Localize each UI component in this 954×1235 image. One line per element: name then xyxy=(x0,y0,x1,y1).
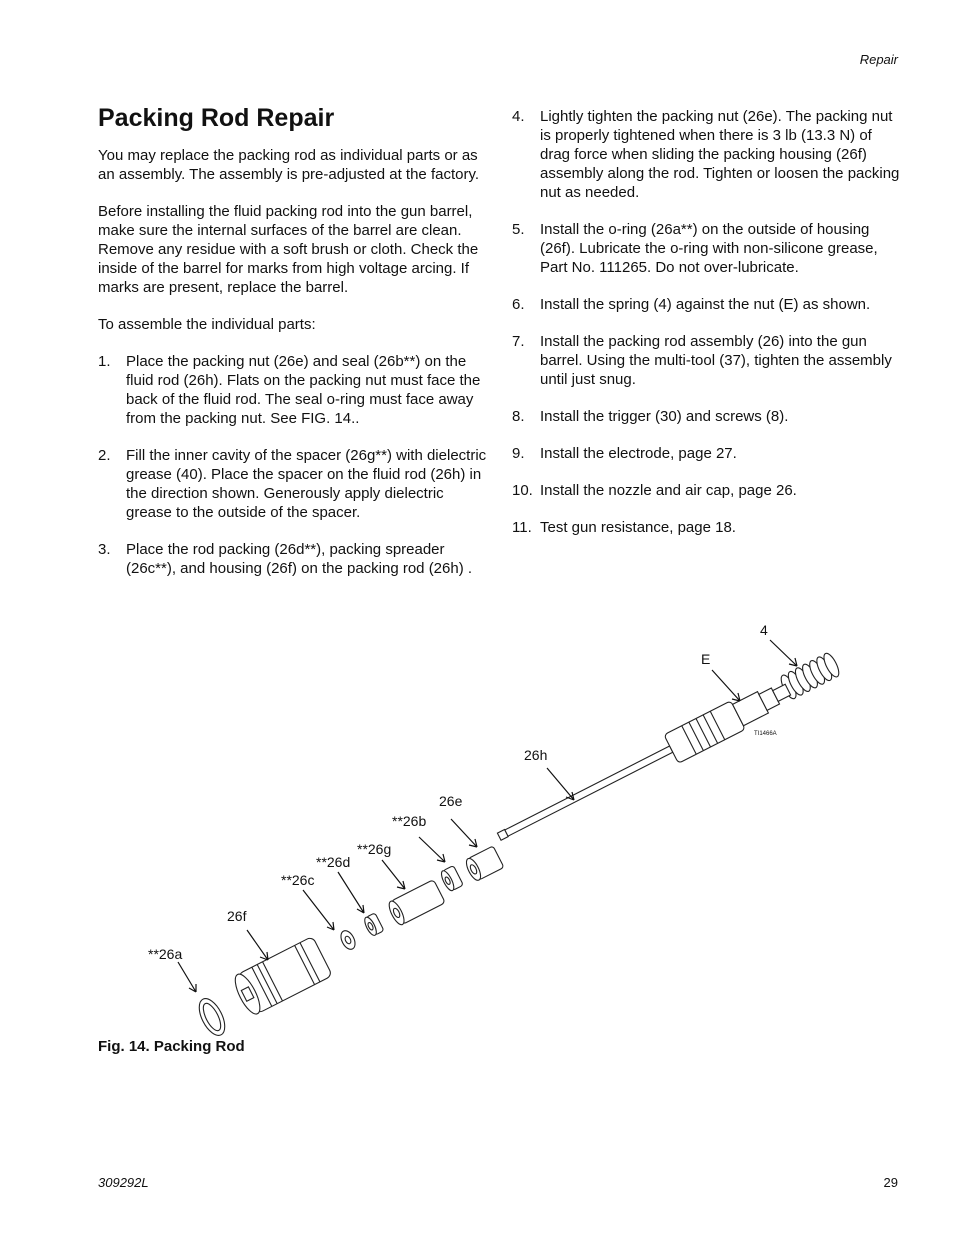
page-title: Packing Rod Repair xyxy=(98,104,335,132)
step-number: 6. xyxy=(512,296,525,313)
label-packing-nut: 26e xyxy=(439,793,463,809)
packing-spreader-part xyxy=(338,928,358,951)
step-number: 1. xyxy=(98,353,111,370)
step-item xyxy=(512,107,902,202)
step-text: Install the packing rod assembly (26) into the gun barrel. Using the multi-tool (37), tighten the assembly until just snug. xyxy=(540,333,892,388)
label-rod-packing: **26d xyxy=(316,854,351,870)
step-text: Test gun resistance, page 18. xyxy=(540,519,736,536)
step-item xyxy=(98,540,490,578)
step-text: Lightly tighten the packing nut (26e). The packing nut is properly tightened when there is 3 lb (13.3 N) of drag force when sliding the packing housing (26f) assembly along the rod. Tighten or loosen the packing nut as needed. xyxy=(540,108,900,201)
figure-caption: Fig. 14. Packing Rod xyxy=(98,1038,245,1055)
packing-housing-part xyxy=(230,936,332,1017)
step-item xyxy=(512,220,902,277)
o-ring-part xyxy=(194,995,230,1040)
intro-paragraph: To assemble the individual parts: xyxy=(98,316,316,333)
packing-nut-part xyxy=(464,846,504,882)
label-spreader: **26c xyxy=(281,872,315,888)
step-item xyxy=(512,295,902,314)
step-number: 4. xyxy=(512,108,525,125)
intro-paragraph: Before installing the fluid packing rod into the gun barrel, make sure the internal surfaces of the barrel are clean. Remove any residue with a soft brush or cloth. Check the inside of the barrel for marks from high voltage arcing. If marks are present, replace the barrel. xyxy=(98,203,479,296)
fluid-rod-part xyxy=(492,675,795,851)
packing-rod-exploded-diagram xyxy=(0,610,954,1040)
step-item xyxy=(512,481,902,500)
rod-packing-part xyxy=(362,913,384,937)
art-id: TI1466A xyxy=(754,731,777,737)
left-column xyxy=(98,146,490,596)
step-text: Install the spring (4) against the nut (E) as shown. xyxy=(540,296,871,313)
step-text: Install the o-ring (26a**) on the outside of housing (26f). Lubricate the o-ring with non-silicone grease, Part No. 111265. Do not over-lubricate. xyxy=(540,221,878,276)
step-text: Install the nozzle and air cap, page 26. xyxy=(540,482,797,499)
step-number: 5. xyxy=(512,221,525,238)
running-header: Repair xyxy=(859,52,898,67)
step-text: Place the rod packing (26d**), packing spreader (26c**), and housing (26f) on the packing rod (26h) . xyxy=(126,541,473,577)
label-rod: 26h xyxy=(524,747,548,763)
step-number: 11. xyxy=(512,519,532,536)
step-text: Install the trigger (30) and screws (8). xyxy=(540,408,789,425)
step-text: Install the electrode, page 27. xyxy=(540,445,737,462)
label-nut: E xyxy=(701,651,711,667)
step-item xyxy=(512,444,902,463)
intro-paragraph: You may replace the packing rod as individual parts or as an assembly. The assembly is pre-adjusted at the factory. xyxy=(98,147,480,183)
step-number: 2. xyxy=(98,447,111,464)
label-spacer: **26g xyxy=(357,841,392,857)
step-number: 9. xyxy=(512,445,525,462)
step-text: Place the packing nut (26e) and seal (26b**) on the fluid rod (26h). Flats on the packing nut must face the back of the fluid rod. The seal o-ring must face away from the packing nut. See FIG. 14.. xyxy=(126,353,481,427)
label-spring: 4 xyxy=(760,622,768,638)
step-item xyxy=(512,518,902,537)
doc-number: 309292L xyxy=(98,1175,149,1190)
spacer-part xyxy=(386,880,445,927)
step-number: 8. xyxy=(512,408,525,425)
step-item xyxy=(512,407,902,426)
step-text: Fill the inner cavity of the spacer (26g**) with dielectric grease (40). Place the spacer on the fluid rod (26h) in the direction shown. Generously apply dielectric grease to the outside of the spacer. xyxy=(126,447,487,521)
page-number: 29 xyxy=(883,1175,898,1190)
label-seal: **26b xyxy=(392,813,427,829)
seal-part xyxy=(439,865,463,892)
step-number: 3. xyxy=(98,541,111,558)
step-item xyxy=(512,332,902,389)
callout-arrows xyxy=(178,640,797,992)
step-item xyxy=(98,352,490,428)
step-number: 7. xyxy=(512,333,525,350)
step-number: 10. xyxy=(512,482,533,499)
step-item xyxy=(98,446,490,522)
right-column xyxy=(512,107,902,555)
label-oring: **26a xyxy=(148,946,183,962)
label-housing: 26f xyxy=(227,908,247,924)
